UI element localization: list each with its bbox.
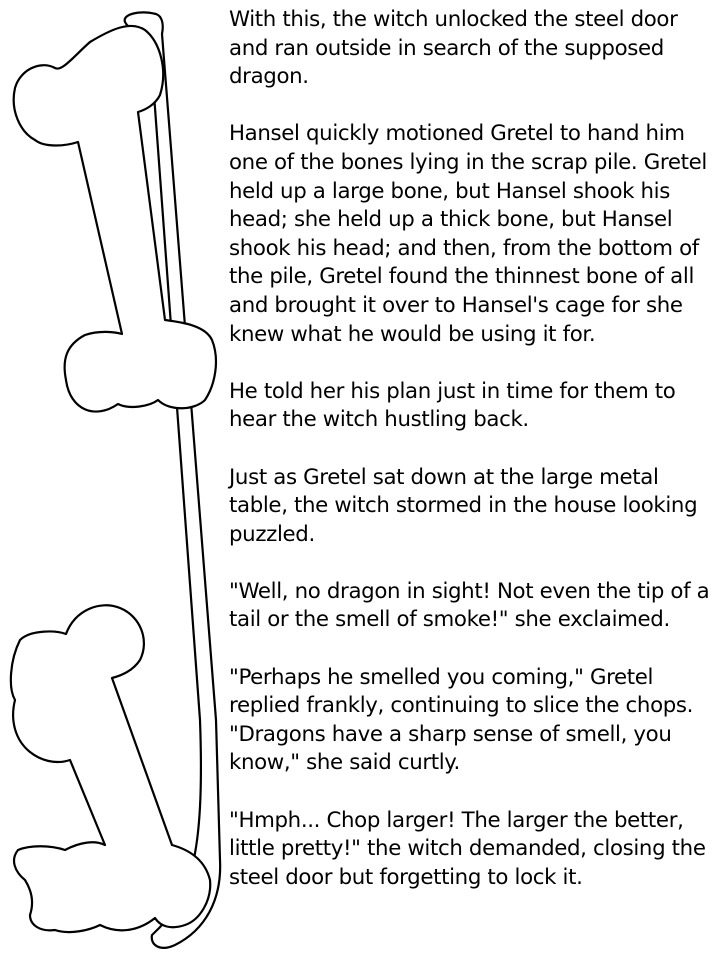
paragraph: "Perhaps he smelled you coming," Gretel replied frankly, continuing to slice the chops. "Dragons have a sharp sense of smell, you know," she said curtly. [229, 664, 694, 776]
paragraph: Just as Gretel sat down at the large metal table, the witch stormed in the house looking puzzled. [229, 464, 698, 547]
paragraph: Hansel quickly motioned Gretel to hand him one of the bones lying in the scrap pile. Gretel held up a large bone, but Hansel shook his head; she held up a thick bone, but Hansel shook his head; and then, from the bottom of the pile, Gretel found the thinnest bone of all and brought it over to Hansel's cage for she knew what he would be using it for. [229, 121, 707, 347]
lower-bone-icon [11, 605, 210, 932]
upper-bone-icon [14, 26, 216, 412]
paragraph: "Well, no dragon in sight! Not even the tip of a tail or the smell of smoke!" she exclaimed. [229, 578, 710, 633]
story-text [229, 6, 715, 921]
paragraph: With this, the witch unlocked the steel door and ran outside in search of the supposed dragon. [229, 7, 678, 90]
bones-illustration [0, 0, 230, 960]
paragraph: He told her his plan just in time for them to hear the witch hustling back. [229, 378, 676, 433]
paragraph: "Hmph... Chop larger! The larger the better, little pretty!" the witch demanded, closing the steel door but forgetting to lock it. [229, 807, 706, 890]
